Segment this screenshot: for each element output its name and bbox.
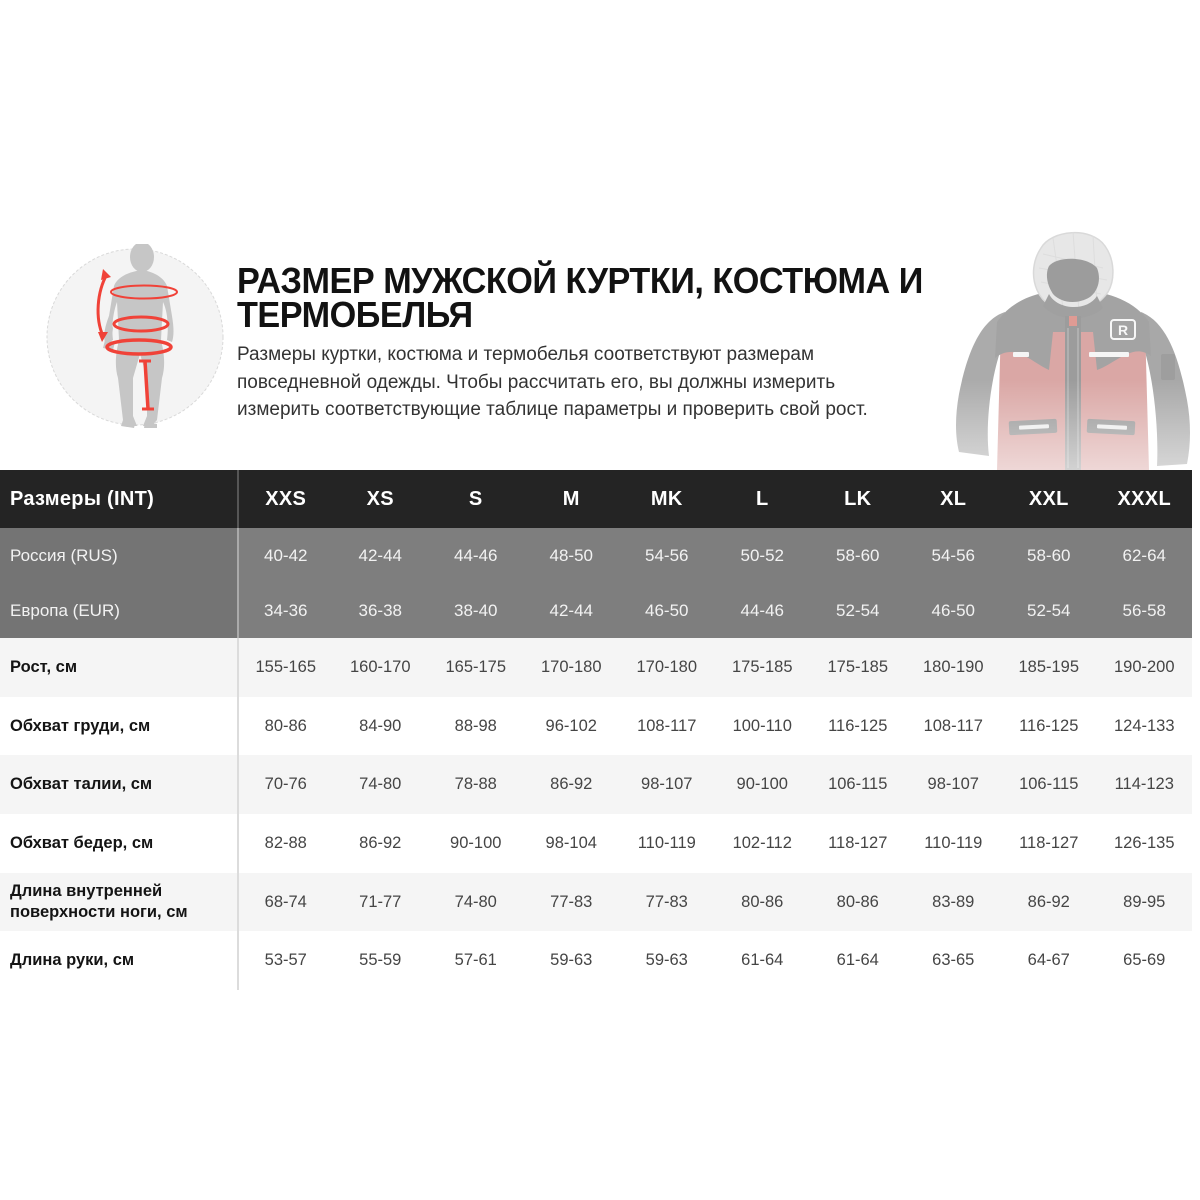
- measurement-value-cell: 175-185: [827, 658, 889, 677]
- region-size-cell: 34-36: [237, 583, 333, 638]
- measurement-value-cell: 118-127: [828, 834, 888, 853]
- region-row-0-label: Россия (RUS): [0, 528, 237, 583]
- measurement-value-cell: 126-135: [1113, 834, 1175, 853]
- region-size-cell: 44-46: [740, 600, 784, 620]
- size-header-cell: S: [468, 487, 483, 510]
- measurement-value-cell: 71-77: [359, 892, 402, 911]
- measurement-value-cell: 64-67: [1027, 951, 1070, 970]
- measurement-value-cell: 61-64: [836, 951, 879, 970]
- measurement-row-1-label: Обхват груди, см: [10, 716, 151, 735]
- body-measurements-illustration: [45, 244, 225, 431]
- measurement-value-cell: 55-59: [359, 951, 402, 970]
- size-header-cell: L: [755, 487, 769, 510]
- table-header-row: [0, 470, 1192, 528]
- measurement-value-cell: 170-180: [540, 658, 602, 677]
- measurement-value-cell: 116-125: [1019, 716, 1079, 735]
- measurement-value-cell: 80-86: [741, 892, 784, 911]
- measurement-row-1: [0, 697, 1192, 756]
- measurement-row-4: [0, 873, 1192, 932]
- measurement-row-2: [0, 755, 1192, 814]
- region-size-cell: 62-64: [1122, 545, 1166, 565]
- measurement-value-cell: 80-86: [836, 892, 879, 911]
- region-size-cell: 46-50: [645, 600, 689, 620]
- region-size-cell: 52-54: [836, 600, 880, 620]
- photo-fade-overlay: [945, 380, 1200, 470]
- measurement-row-5: [0, 931, 1192, 990]
- measurement-value-cell: 84-90: [359, 716, 402, 735]
- measurement-value-cell: 59-63: [645, 951, 688, 970]
- table-header-row-label: Размеры (INT): [10, 487, 155, 510]
- region-row-0: [0, 528, 1192, 583]
- measurement-value-cell: 185-195: [1018, 658, 1080, 677]
- size-header-cell: MK: [650, 487, 683, 510]
- region-size-cell: 44-46: [454, 545, 498, 565]
- measurement-value-cell: 108-117: [923, 716, 983, 735]
- measurement-value-cell: 118-127: [1019, 834, 1079, 853]
- measurement-value-cell: 77-83: [645, 892, 688, 911]
- measurement-value-cell: 155-165: [237, 638, 333, 697]
- size-header-cell: LK: [844, 487, 872, 510]
- measurement-value-cell: 70-76: [237, 755, 333, 814]
- region-size-cell: 46-50: [931, 600, 975, 620]
- measurement-value-cell: 110-119: [924, 834, 983, 853]
- region-size-cell: 54-56: [931, 545, 975, 565]
- zipper-pull: [1069, 316, 1077, 326]
- measurement-value-cell: 86-92: [1027, 892, 1070, 911]
- measurement-value-cell: 110-119: [637, 834, 696, 853]
- measurement-value-cell: 86-92: [550, 775, 593, 794]
- size-header-cell: XXXL: [1117, 487, 1171, 510]
- measurement-value-cell: 90-100: [450, 834, 502, 853]
- region-size-cell: 38-40: [454, 600, 498, 620]
- measurement-value-cell: 170-180: [636, 658, 698, 677]
- measurement-value-cell: 74-80: [359, 775, 402, 794]
- region-size-cell: 58-60: [836, 545, 880, 565]
- measurement-value-cell: 160-170: [349, 658, 411, 677]
- size-header-cell: XXS: [237, 470, 333, 528]
- measurement-row-2-label: Обхват талии, см: [10, 775, 153, 794]
- measurement-value-cell: 53-57: [237, 931, 333, 990]
- measurement-value-cell: 63-65: [932, 951, 975, 970]
- measurement-value-cell: 83-89: [932, 892, 975, 911]
- measurement-value-cell: 74-80: [454, 892, 497, 911]
- measurement-row-3-label: Обхват бедер, см: [10, 834, 154, 853]
- measurement-value-cell: 86-92: [359, 834, 402, 853]
- region-size-cell: 48-50: [549, 545, 593, 565]
- region-row-1: [0, 583, 1192, 638]
- measurement-value-cell: 124-133: [1113, 716, 1175, 735]
- measurement-value-cell: 96-102: [545, 716, 597, 735]
- measurement-value-cell: 98-104: [545, 834, 597, 853]
- size-header-cell: M: [562, 487, 580, 510]
- measurement-value-cell: 190-200: [1113, 658, 1175, 677]
- measurement-value-cell: 90-100: [736, 775, 788, 794]
- measurement-value-cell: 80-86: [237, 697, 333, 756]
- region-size-cell: 40-42: [237, 528, 333, 583]
- measurement-row-0-label: Рост, см: [10, 658, 78, 677]
- page-title: РАЗМЕР МУЖСКОЙ КУРТКИ, КОСТЮМА И ТЕРМОБЕЛЬЯ: [237, 260, 923, 336]
- jacket-hood: [1034, 232, 1113, 318]
- measurement-value-cell: 77-83: [550, 892, 593, 911]
- region-size-cell: 52-54: [1027, 600, 1071, 620]
- measurement-value-cell: 114-123: [1114, 775, 1174, 794]
- measurement-value-cell: 82-88: [237, 814, 333, 873]
- size-header-cell: XS: [366, 487, 394, 510]
- measurement-value-cell: 100-110: [732, 716, 792, 735]
- measurement-value-cell: 98-107: [641, 775, 693, 794]
- measurement-row-3: [0, 814, 1192, 873]
- measurement-value-cell: 59-63: [550, 951, 593, 970]
- measurement-value-cell: 57-61: [454, 951, 497, 970]
- measurement-value-cell: 65-69: [1123, 951, 1166, 970]
- measurement-value-cell: 180-190: [922, 658, 984, 677]
- measurement-row-4-label: Длина внутренней поверхности ноги, см: [10, 882, 188, 922]
- measurement-value-cell: 165-175: [445, 658, 507, 677]
- region-size-cell: 54-56: [645, 545, 689, 565]
- measurement-row-0: [0, 638, 1192, 697]
- measurement-value-cell: 106-115: [1019, 775, 1079, 794]
- region-size-cell: 36-38: [358, 600, 402, 620]
- size-header-cell: XXL: [1028, 487, 1069, 510]
- measurement-value-cell: 61-64: [741, 951, 784, 970]
- measurement-value-cell: 175-185: [731, 658, 793, 677]
- size-table: [0, 470, 1192, 990]
- measurement-value-cell: 98-107: [927, 775, 979, 794]
- measurement-value-cell: 116-125: [828, 716, 888, 735]
- region-size-cell: 56-58: [1122, 600, 1166, 620]
- measurement-value-cell: 68-74: [237, 873, 333, 932]
- page-description: Размеры куртки, костюма и термобелья соответствуют размерам повседневной одежды. Чтобы рассчитать его, вы должны измерить измерить соответствующие таблице параметры и проверить свой рост.: [237, 344, 868, 420]
- region-size-cell: 42-44: [358, 545, 402, 565]
- region-row-1-label: Европа (EUR): [0, 583, 237, 638]
- region-size-cell: 50-52: [740, 545, 784, 565]
- size-header-cell: XL: [940, 487, 967, 510]
- measurement-value-cell: 102-112: [732, 834, 792, 853]
- measurement-value-cell: 108-117: [637, 716, 697, 735]
- region-size-cell: 58-60: [1027, 545, 1071, 565]
- measurement-value-cell: 88-98: [454, 716, 497, 735]
- region-size-cell: 42-44: [549, 600, 593, 620]
- measurement-value-cell: 89-95: [1123, 892, 1166, 911]
- measurement-value-cell: 106-115: [828, 775, 888, 794]
- measurement-value-cell: 78-88: [454, 775, 497, 794]
- svg-text:R: R: [1117, 322, 1129, 338]
- measurement-row-5-label: Длина руки, см: [10, 951, 135, 970]
